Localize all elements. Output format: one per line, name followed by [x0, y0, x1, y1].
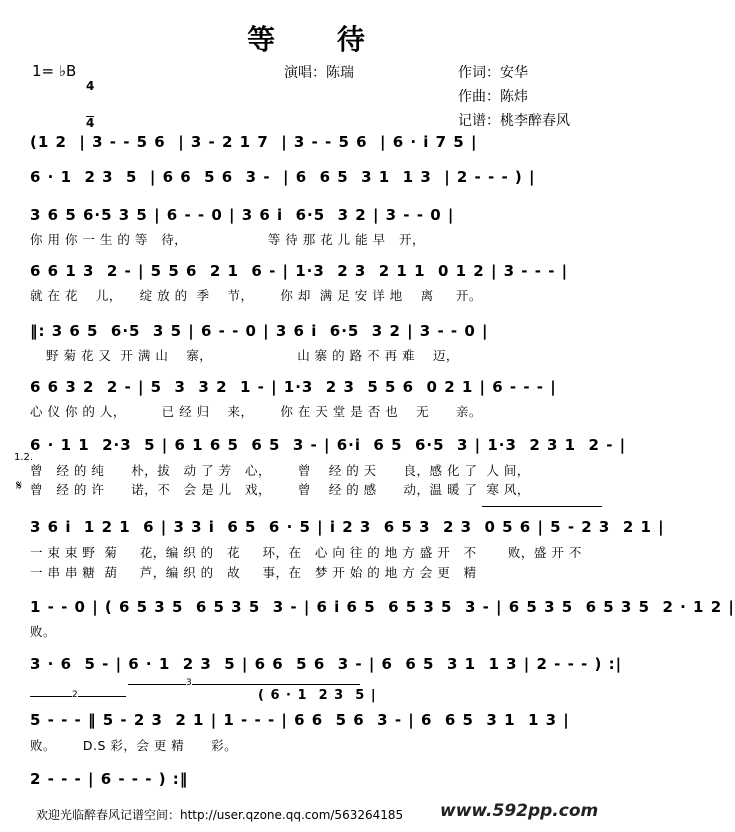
lyric-line-5: 野 菊 花 又 开 满 山 寨， 山 寨 的 路 不 再 难 迈， [46, 348, 459, 363]
notation-line-8: 3 6 i 1 2 1 6 | 3 3 i 6 5 6 · 5 | i 2 3 6 5 3 2 3 0 5 6 | 5 - 2 3 2 1 | [30, 518, 665, 536]
volta-bracket-3 [128, 684, 360, 685]
lyric-line-4: 就 在 花 儿， 绽 放 的 季 节， 你 却 满 足 安 详 地 离 开。 [30, 288, 482, 303]
lyric-line-11: 败。 D.S 彩，会 更 精 彩。 [30, 738, 238, 753]
notation-line-1: (1 2 | 3 - - 5 6 | 3 - 2 1 7 | 3 - - 5 6 | 6 · i 7 5 | [30, 133, 478, 151]
lyricist-credit: 作词：安华 [458, 65, 528, 81]
lyric-line-8a: 一 束 束 野 菊 花，编 织 的 花 环，在 心 向 往 的 地 方 盛 开 不 败，盛 开 不 [30, 545, 582, 560]
segno-sign: 𝄋 [16, 478, 23, 494]
key-signature: 1= ♭B [32, 62, 77, 80]
time-signature-top: 4 [86, 79, 95, 93]
notation-line-2: 6 · 1 2 3 5 | 6 6 5 6 3 - | 6 6 5 3 1 1 3 | 2 - - - ) | [30, 168, 536, 186]
notation-line-10: 3 · 6 5 - | 6 · 1 2 3 5 | 6 6 5 6 3 - | 6 6 5 3 1 1 3 | 2 - - - ) :| [30, 655, 623, 673]
notation-line-6: 6 6 3 2 2 - | 5 3 3 2 1 - | 1·3 2 3 5 5 6 0 2 1 | 6 - - - | [30, 378, 557, 396]
notation-line-11: 5 - - - ‖ 5 - 2 3 2 1 | 1 - - - | 6 6 5 6 3 - | 6 6 5 3 1 1 3 | [30, 711, 570, 729]
lyric-line-3: 你 用 你 一 生 的 等 待， 等 待 那 花 儿 能 早 开， [30, 232, 426, 247]
transcriber-credit: 记谱：桃李醉春风 [458, 113, 570, 129]
volta-3-label: 3 [186, 678, 192, 688]
lyric-line-7a: 曾 经 的 纯 朴，拔 动 了 芳 心， 曾 经 的 天 良，感 化 了 人 间， [30, 463, 530, 478]
volta-bracket-2 [30, 696, 126, 697]
notation-line-7: 6 · 1 1 2·3 5 | 6 1 6 5 6 5 3 - | 6·i 6 5 6·5 3 | 1·3 2 3 1 2 - | [30, 436, 627, 454]
notation-line-5: ‖: 3 6 5 6·5 3 5 | 6 - - 0 | 3 6 i 6·5 3 2 | 3 - - 0 | [30, 322, 489, 340]
notation-line-11-upper: ( 6 · 1 2 3 5 | [258, 688, 377, 703]
volta-bracket-1 [482, 506, 602, 507]
site-watermark: www.592pp.com [440, 801, 599, 821]
lyric-line-6: 心 仪 你 的 人， 已 经 归 来， 你 在 天 堂 是 否 也 无 亲。 [30, 404, 482, 419]
singer-credit: 演唱：陈瑞 [284, 65, 354, 81]
time-signature-bottom: 4 [86, 116, 95, 130]
notation-line-9: 1 - - 0 | ( 6 5 3 5 6 5 3 5 3 - | 6 i 6 5 6 5 3 5 3 - | 6 5 3 5 6 5 3 5 2 · 1 2 | [30, 598, 735, 616]
volta-1-2: 1.2. [14, 452, 34, 463]
notation-line-12: 2 - - - | 6 - - - ) :‖ [30, 770, 189, 788]
composer-credit: 作曲：陈炜 [458, 89, 528, 105]
volta-2-label: 2 [72, 690, 78, 700]
lyric-line-9: 败。 [30, 624, 57, 639]
song-title: 等 待 [247, 23, 391, 56]
notation-line-4: 6 6 1 3 2 - | 5 5 6 2 1 6 - | 1·3 2 3 2 1 1 0 1 2 | 3 - - - | [30, 262, 569, 280]
notation-line-3: 3 6 5 6·5 3 5 | 6 - - 0 | 3 6 i 6·5 3 2 | 3 - - 0 | [30, 206, 455, 224]
time-signature [86, 56, 94, 141]
footer-credit: 欢迎光临醉春风记谱空间：http://user.qzone.qq.com/563264185 [36, 808, 404, 822]
lyric-line-7b: 曾 经 的 许 诺，不 会 是 儿 戏， 曾 经 的 感 动，温 暖 了 寒 风， [30, 482, 530, 497]
lyric-line-8b: 一 串 串 糖 葫 芦，编 织 的 故 事，在 梦 开 始 的 地 方 会 更 精 [30, 565, 477, 580]
